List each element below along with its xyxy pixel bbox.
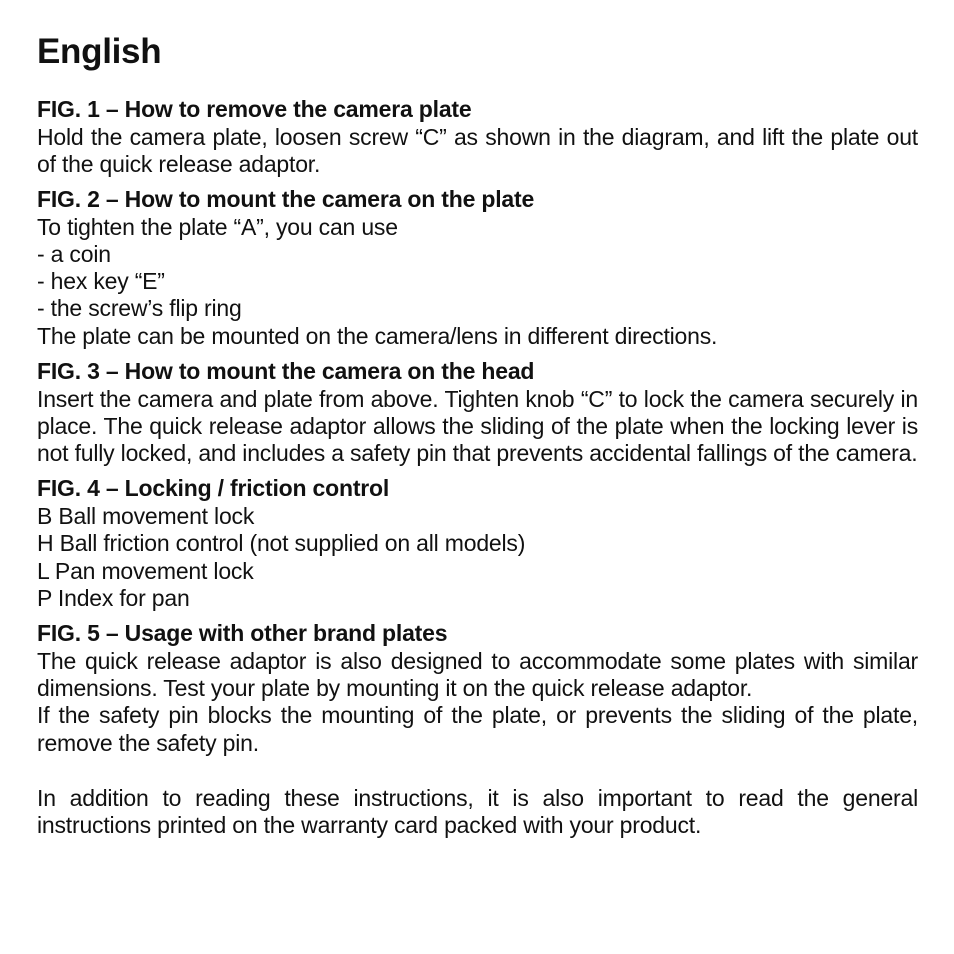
- list-item: H Ball friction control (not supplied on all models): [37, 530, 526, 557]
- paragraph: The quick release adaptor is also designed to accommodate some plates with similar dimensions. Test your plate by mounting it on the quick release adaptor.: [37, 647, 918, 701]
- text-line: The plate can be mounted on the camera/lens in different directions.: [37, 322, 718, 349]
- list-item: - the screw’s flip ring: [37, 295, 242, 322]
- section-heading: FIG. 4 – Locking / friction control: [37, 475, 390, 502]
- section-heading: FIG. 1 – How to remove the camera plate: [37, 96, 472, 122]
- page-title: English: [37, 32, 162, 71]
- section-fig-3: [37, 358, 918, 467]
- paragraph: Insert the camera and plate from above. Tighten knob “C” to lock the camera securely in place. The quick release adaptor allows the sliding of the plate when the locking lever is not fully locked, and includes a safety pin that prevents accidental fallings of the camera.: [37, 385, 918, 467]
- paragraph: Hold the camera plate, loosen screw “C” as shown in the diagram, and lift the plate out of the quick release adaptor.: [37, 123, 918, 177]
- list-item: - hex key “E”: [37, 268, 165, 295]
- section-fig-2: [37, 186, 918, 350]
- list-item: L Pan movement lock: [37, 557, 254, 584]
- text-line: To tighten the plate “A”, you can use: [37, 213, 398, 240]
- list-item: - a coin: [37, 240, 111, 267]
- section-heading: FIG. 2 – How to mount the camera on the plate: [37, 186, 535, 213]
- section-heading: FIG. 5 – Usage with other brand plates: [37, 620, 448, 647]
- paragraph: If the safety pin blocks the mounting of the plate, or prevents the sliding of the plate, remove the safety pin.: [37, 702, 918, 756]
- section-heading: FIG. 3 – How to mount the camera on the head: [37, 358, 535, 385]
- section-fig-4: [37, 475, 918, 612]
- list-item: B Ball movement lock: [37, 502, 255, 529]
- closing-paragraph: In addition to reading these instructions, it is also important to read the general instructions printed on the warranty card packed with your product.: [37, 784, 918, 839]
- document-page: [37, 30, 918, 839]
- section-fig-1: [37, 96, 918, 178]
- list-item: P Index for pan: [37, 584, 190, 611]
- section-fig-5: [37, 620, 918, 757]
